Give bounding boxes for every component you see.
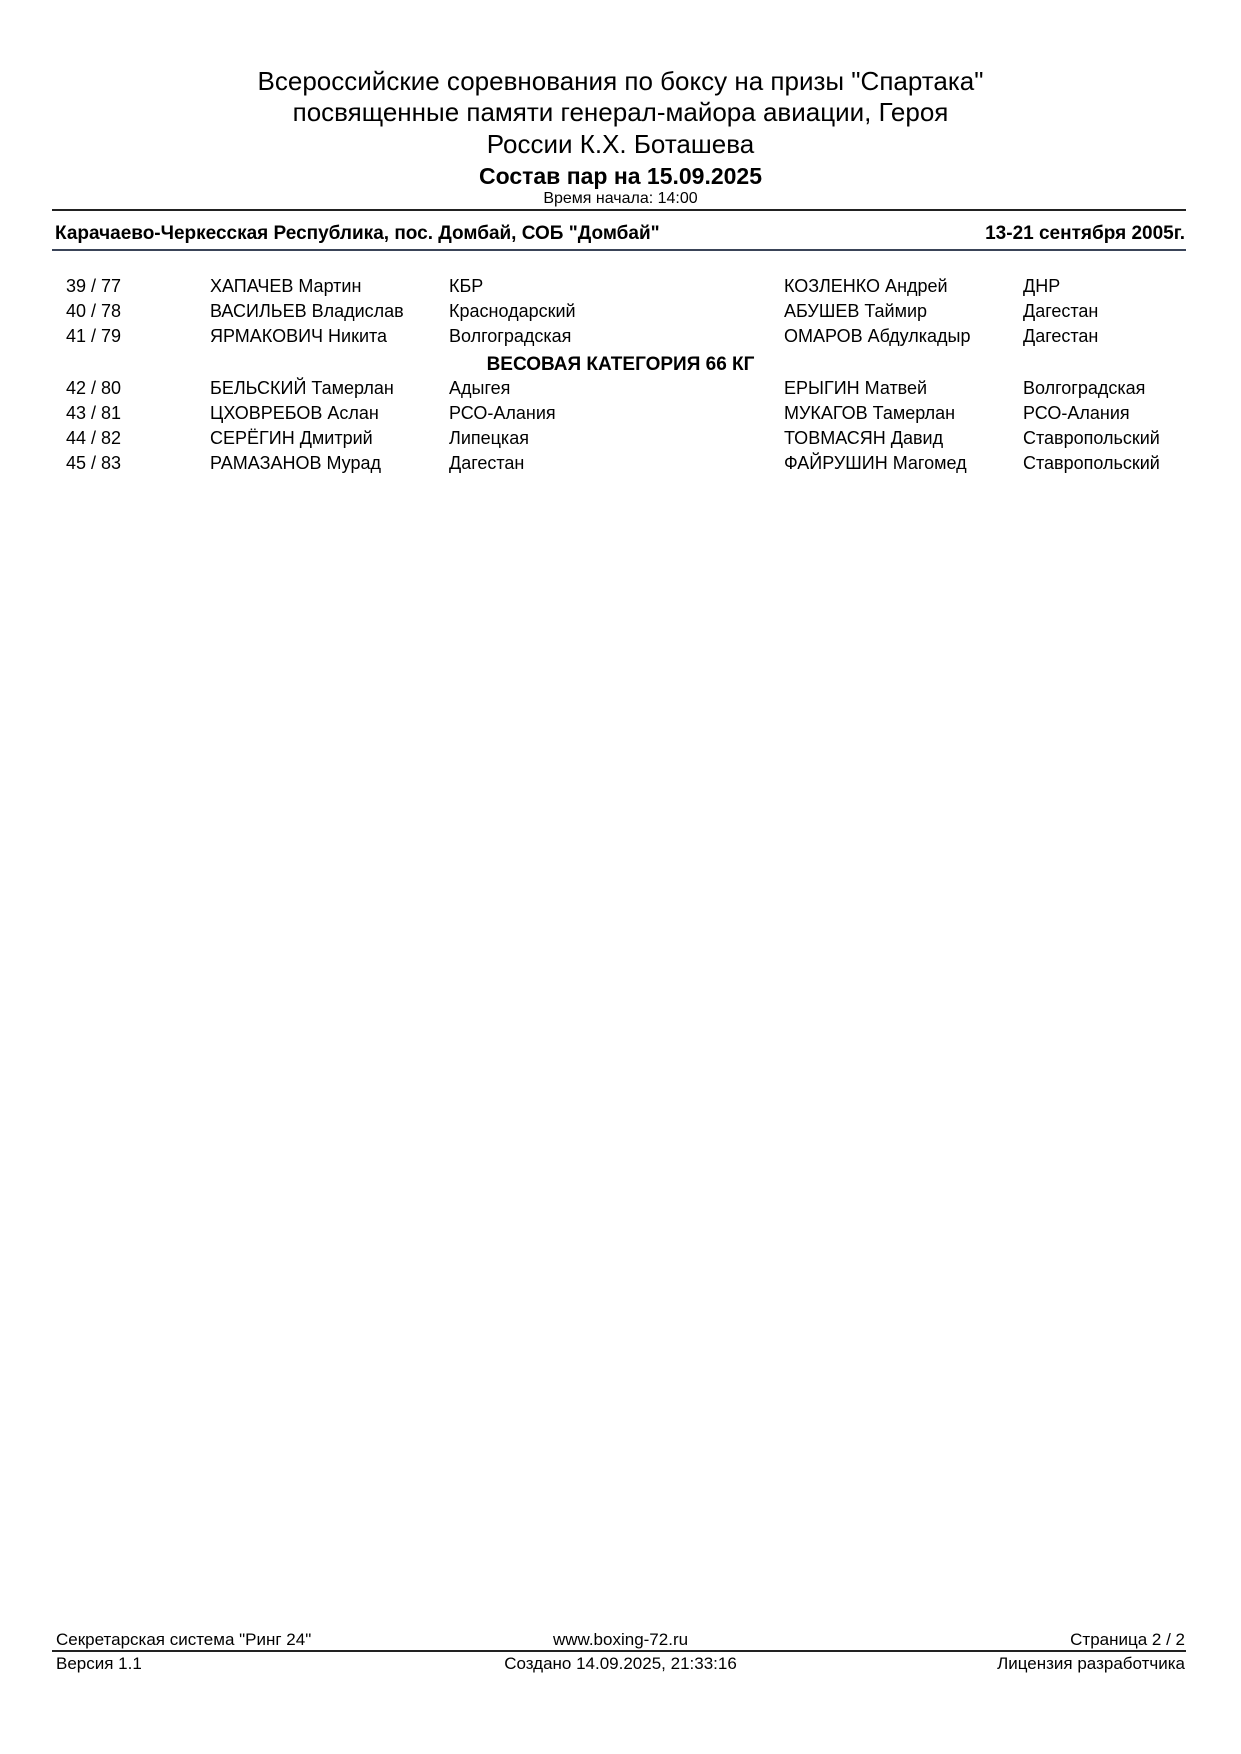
pair-red: ХАПАЧЕВ Мартин bbox=[210, 276, 362, 296]
footer-created: Создано 14.09.2025, 21:33:16 bbox=[504, 1654, 737, 1673]
pair-blue-region: РСО-Алания bbox=[1023, 403, 1130, 423]
pair-red-region: РСО-Алания bbox=[449, 403, 556, 423]
footer-page: Страница 2 / 2 bbox=[1070, 1630, 1185, 1649]
pair-row bbox=[0, 378, 1241, 402]
pair-row bbox=[0, 276, 1241, 300]
pair-num: 41 / 79 bbox=[66, 326, 122, 346]
title-line-2: посвященные памяти генерал-майора авиации, Героя bbox=[292, 97, 949, 127]
title-line-3: России К.Х. Боташева bbox=[486, 129, 755, 159]
pair-blue-region: Дагестан bbox=[1023, 326, 1099, 346]
footer-version: Версия 1.1 bbox=[56, 1654, 142, 1673]
pair-row bbox=[0, 428, 1241, 452]
pair-num: 42 / 80 bbox=[66, 378, 122, 398]
pair-blue-region: Ставропольский bbox=[1023, 428, 1160, 448]
pair-num: 43 / 81 bbox=[66, 403, 122, 423]
pair-num: 44 / 82 bbox=[66, 428, 122, 448]
venue-divider bbox=[52, 249, 1186, 251]
pair-row bbox=[0, 403, 1241, 427]
pair-blue: ОМАРОВ Абдулкадыр bbox=[784, 326, 971, 346]
pair-blue-region: Волгоградская bbox=[1023, 378, 1146, 398]
pair-red: ВАСИЛЬЕВ Владислав bbox=[210, 301, 404, 321]
pair-red-region: Краснодарский bbox=[449, 301, 576, 321]
title-line-1: Всероссийские соревнования по боксу на призы "Спартака" bbox=[257, 66, 984, 96]
pair-blue-region: Дагестан bbox=[1023, 301, 1099, 321]
pair-red: ЯРМАКОВИЧ Никита bbox=[210, 326, 388, 346]
pair-red-region: Липецкая bbox=[449, 428, 529, 448]
weight-category-heading: ВЕСОВАЯ КАТЕГОРИЯ 66 КГ bbox=[486, 354, 755, 375]
footer-site: www.boxing-72.ru bbox=[552, 1630, 689, 1649]
pair-red: РАМАЗАНОВ Мурад bbox=[210, 453, 382, 473]
pair-blue: МУКАГОВ Тамерлан bbox=[784, 403, 956, 423]
pair-blue: КОЗЛЕНКО Андрей bbox=[784, 276, 948, 296]
pair-num: 39 / 77 bbox=[66, 276, 122, 296]
pair-num: 45 / 83 bbox=[66, 453, 122, 473]
footer-license: Лицензия разработчика bbox=[997, 1654, 1185, 1673]
pair-blue: ФАЙРУШИН Магомед bbox=[784, 453, 967, 473]
pair-row bbox=[0, 453, 1241, 477]
pair-row bbox=[0, 301, 1241, 325]
pair-red-region: Дагестан bbox=[449, 453, 525, 473]
pair-blue-region: Ставропольский bbox=[1023, 453, 1160, 473]
document-subtitle: Состав пар на 15.09.2025 bbox=[478, 163, 763, 189]
pair-red-region: КБР bbox=[449, 276, 484, 296]
pair-blue: ЕРЫГИН Матвей bbox=[784, 378, 928, 398]
start-time: Время начала: 14:00 bbox=[543, 190, 698, 207]
pair-red: СЕРЁГИН Дмитрий bbox=[210, 428, 373, 448]
pair-red: ЦХОВРЕБОВ Аслан bbox=[210, 403, 379, 423]
pair-red-region: Адыгея bbox=[449, 378, 511, 398]
footer-system: Секретарская система "Ринг 24" bbox=[56, 1630, 312, 1649]
pair-num: 40 / 78 bbox=[66, 301, 122, 321]
pair-red: БЕЛЬСКИЙ Тамерлан bbox=[210, 378, 394, 398]
pair-red-region: Волгоградская bbox=[449, 326, 572, 346]
event-dates: 13-21 сентября 2005г. bbox=[985, 223, 1185, 244]
pair-blue-region: ДНР bbox=[1023, 276, 1061, 296]
pair-row bbox=[0, 326, 1241, 350]
venue: Карачаево-Черкесская Республика, пос. Домбай, СОБ "Домбай" bbox=[55, 223, 660, 244]
pair-blue: АБУШЕВ Таймир bbox=[784, 301, 928, 321]
pair-blue: ТОВМАСЯН Давид bbox=[784, 428, 944, 448]
header-divider bbox=[52, 209, 1186, 211]
footer-divider bbox=[52, 1650, 1186, 1652]
